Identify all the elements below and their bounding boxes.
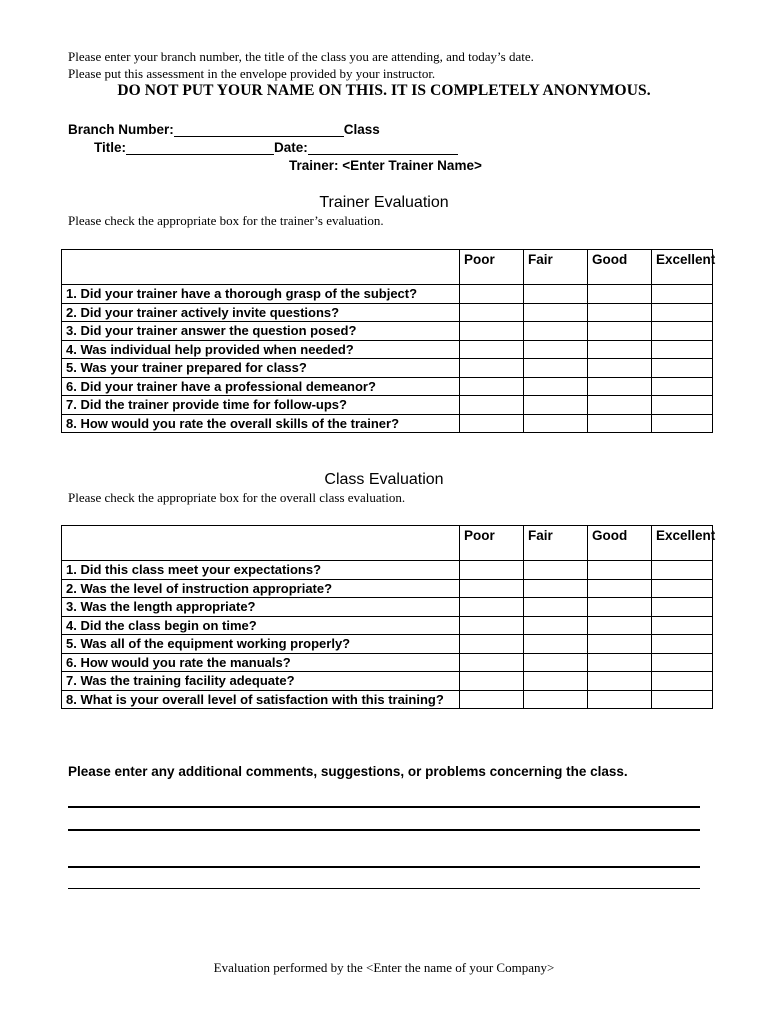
question-text: 5. Was all of the equipment working properly? bbox=[62, 635, 460, 654]
rating-checkbox-cell[interactable] bbox=[524, 653, 588, 672]
rating-checkbox-cell[interactable] bbox=[524, 285, 588, 304]
class-evaluation-note: Please check the appropriate box for the overall class evaluation. bbox=[68, 490, 406, 505]
table-row bbox=[62, 322, 713, 341]
table-row bbox=[62, 598, 713, 617]
rating-checkbox-cell[interactable] bbox=[460, 579, 524, 598]
rating-checkbox-cell[interactable] bbox=[588, 653, 652, 672]
question-text: 6. Did your trainer have a professional demeanor? bbox=[62, 377, 460, 396]
rating-checkbox-cell[interactable] bbox=[588, 285, 652, 304]
rating-header: Excellent bbox=[652, 250, 713, 285]
instructions bbox=[68, 48, 534, 82]
footer-company: Evaluation performed by the <Enter the name of your Company> bbox=[213, 960, 555, 975]
question-text: 4. Did the class begin on time? bbox=[62, 616, 460, 635]
rating-header: Fair bbox=[524, 526, 588, 561]
table-row bbox=[62, 377, 713, 396]
rating-checkbox-cell[interactable] bbox=[524, 414, 588, 433]
rating-header: Fair bbox=[524, 250, 588, 285]
trainer-evaluation-title: Trainer Evaluation bbox=[319, 194, 449, 211]
rating-checkbox-cell[interactable] bbox=[460, 561, 524, 580]
rating-checkbox-cell[interactable] bbox=[588, 322, 652, 341]
rating-header: Poor bbox=[460, 250, 524, 285]
rating-checkbox-cell[interactable] bbox=[588, 616, 652, 635]
rating-checkbox-cell[interactable] bbox=[588, 396, 652, 415]
rating-checkbox-cell[interactable] bbox=[524, 672, 588, 691]
question-text: 1. Did your trainer have a thorough grasp of the subject? bbox=[62, 285, 460, 304]
table-row bbox=[62, 561, 713, 580]
question-text: 8. How would you rate the overall skills of the trainer? bbox=[62, 414, 460, 433]
rating-checkbox-cell[interactable] bbox=[652, 322, 713, 341]
rating-checkbox-cell[interactable] bbox=[588, 635, 652, 654]
rating-checkbox-cell[interactable] bbox=[524, 359, 588, 378]
rating-header: Good bbox=[588, 526, 652, 561]
question-text: 3. Did your trainer answer the question posed? bbox=[62, 322, 460, 341]
table-header-row bbox=[62, 250, 713, 285]
rating-checkbox-cell[interactable] bbox=[460, 598, 524, 617]
rating-checkbox-cell[interactable] bbox=[588, 690, 652, 709]
question-text: 7. Was the training facility adequate? bbox=[62, 672, 460, 691]
trainer-evaluation-note: Please check the appropriate box for the trainer’s evaluation. bbox=[68, 213, 384, 228]
title-blank[interactable] bbox=[126, 140, 274, 155]
table-row bbox=[62, 690, 713, 709]
rating-checkbox-cell[interactable] bbox=[652, 561, 713, 580]
rating-header: Excellent bbox=[652, 526, 713, 561]
branch-class-field-row bbox=[68, 122, 380, 137]
rating-checkbox-cell[interactable] bbox=[460, 672, 524, 691]
rating-checkbox-cell[interactable] bbox=[588, 414, 652, 433]
rating-checkbox-cell[interactable] bbox=[588, 359, 652, 378]
question-text: 3. Was the length appropriate? bbox=[62, 598, 460, 617]
title-label: Title: bbox=[94, 140, 127, 155]
rating-checkbox-cell[interactable] bbox=[460, 340, 524, 359]
rating-checkbox-cell[interactable] bbox=[524, 635, 588, 654]
rating-checkbox-cell[interactable] bbox=[524, 616, 588, 635]
rating-checkbox-cell[interactable] bbox=[652, 340, 713, 359]
instruction-line-2: Please put this assessment in the envelope provided by your instructor. bbox=[68, 66, 436, 81]
date-label: Date: bbox=[274, 140, 308, 155]
question-header-cell bbox=[62, 250, 460, 285]
branch-number-blank[interactable] bbox=[174, 122, 344, 137]
title-date-field-row bbox=[94, 140, 458, 155]
rating-checkbox-cell[interactable] bbox=[524, 579, 588, 598]
rating-checkbox-cell[interactable] bbox=[652, 653, 713, 672]
date-blank[interactable] bbox=[308, 140, 458, 155]
table-row bbox=[62, 616, 713, 635]
rating-checkbox-cell[interactable] bbox=[460, 377, 524, 396]
table-row bbox=[62, 635, 713, 654]
table-row bbox=[62, 672, 713, 691]
rating-checkbox-cell[interactable] bbox=[652, 672, 713, 691]
rating-checkbox-cell[interactable] bbox=[460, 396, 524, 415]
rating-checkbox-cell[interactable] bbox=[460, 303, 524, 322]
comment-line-3[interactable] bbox=[68, 866, 700, 868]
rating-checkbox-cell[interactable] bbox=[652, 635, 713, 654]
rating-checkbox-cell[interactable] bbox=[524, 322, 588, 341]
rating-checkbox-cell[interactable] bbox=[588, 672, 652, 691]
rating-checkbox-cell[interactable] bbox=[652, 579, 713, 598]
rating-checkbox-cell[interactable] bbox=[652, 598, 713, 617]
table-row bbox=[62, 359, 713, 378]
rating-checkbox-cell[interactable] bbox=[524, 561, 588, 580]
rating-checkbox-cell[interactable] bbox=[460, 322, 524, 341]
rating-checkbox-cell[interactable] bbox=[652, 690, 713, 709]
rating-checkbox-cell[interactable] bbox=[588, 579, 652, 598]
rating-checkbox-cell[interactable] bbox=[460, 616, 524, 635]
class-evaluation-table bbox=[61, 525, 716, 709]
table-row bbox=[62, 396, 713, 415]
rating-checkbox-cell[interactable] bbox=[460, 690, 524, 709]
rating-checkbox-cell[interactable] bbox=[588, 561, 652, 580]
class-label: Class bbox=[343, 122, 380, 137]
class-evaluation-title: Class Evaluation bbox=[324, 471, 444, 488]
rating-checkbox-cell[interactable] bbox=[524, 690, 588, 709]
trainer-field: Trainer: <Enter Trainer Name> bbox=[289, 158, 482, 173]
rating-checkbox-cell[interactable] bbox=[588, 303, 652, 322]
question-text: 2. Was the level of instruction appropriate? bbox=[62, 579, 460, 598]
rating-checkbox-cell[interactable] bbox=[652, 616, 713, 635]
comment-line-4[interactable] bbox=[68, 888, 700, 889]
rating-checkbox-cell[interactable] bbox=[652, 285, 713, 304]
table-row bbox=[62, 653, 713, 672]
branch-number-label: Branch Number: bbox=[68, 122, 174, 137]
rating-checkbox-cell[interactable] bbox=[460, 359, 524, 378]
question-header-cell bbox=[62, 526, 460, 561]
question-text: 5. Was your trainer prepared for class? bbox=[62, 359, 460, 378]
table-row bbox=[62, 303, 713, 322]
question-text: 1. Did this class meet your expectations? bbox=[62, 561, 460, 580]
table-row bbox=[62, 579, 713, 598]
rating-checkbox-cell[interactable] bbox=[460, 635, 524, 654]
rating-checkbox-cell[interactable] bbox=[588, 377, 652, 396]
question-text: 2. Did your trainer actively invite questions? bbox=[62, 303, 460, 322]
comments-prompt: Please enter any additional comments, suggestions, or problems concerning the class. bbox=[68, 764, 628, 779]
rating-checkbox-cell[interactable] bbox=[524, 340, 588, 359]
rating-checkbox-cell[interactable] bbox=[460, 285, 524, 304]
rating-checkbox-cell[interactable] bbox=[652, 359, 713, 378]
rating-checkbox-cell[interactable] bbox=[652, 303, 713, 322]
rating-checkbox-cell[interactable] bbox=[652, 377, 713, 396]
question-text: 4. Was individual help provided when needed? bbox=[62, 340, 460, 359]
rating-checkbox-cell[interactable] bbox=[588, 340, 652, 359]
rating-checkbox-cell[interactable] bbox=[524, 303, 588, 322]
table-header-row bbox=[62, 526, 713, 561]
instruction-line-1: Please enter your branch number, the title of the class you are attending, and today’s date. bbox=[68, 49, 534, 64]
trainer-evaluation-table bbox=[61, 249, 716, 433]
anonymous-warning: DO NOT PUT YOUR NAME ON THIS. IT IS COMPLETELY ANONYMOUS. bbox=[117, 82, 651, 99]
rating-checkbox-cell[interactable] bbox=[524, 377, 588, 396]
rating-checkbox-cell[interactable] bbox=[652, 414, 713, 433]
question-text: 7. Did the trainer provide time for follow-ups? bbox=[62, 396, 460, 415]
rating-checkbox-cell[interactable] bbox=[588, 598, 652, 617]
rating-checkbox-cell[interactable] bbox=[524, 396, 588, 415]
rating-checkbox-cell[interactable] bbox=[460, 414, 524, 433]
rating-checkbox-cell[interactable] bbox=[460, 653, 524, 672]
rating-checkbox-cell[interactable] bbox=[652, 396, 713, 415]
rating-header: Good bbox=[588, 250, 652, 285]
table-row bbox=[62, 340, 713, 359]
comment-line-1[interactable] bbox=[68, 806, 700, 808]
question-text: 6. How would you rate the manuals? bbox=[62, 653, 460, 672]
table-row bbox=[62, 414, 713, 433]
rating-checkbox-cell[interactable] bbox=[524, 598, 588, 617]
question-text: 8. What is your overall level of satisfaction with this training? bbox=[62, 690, 460, 709]
rating-header: Poor bbox=[460, 526, 524, 561]
comment-line-2[interactable] bbox=[68, 829, 700, 831]
table-row bbox=[62, 285, 713, 304]
